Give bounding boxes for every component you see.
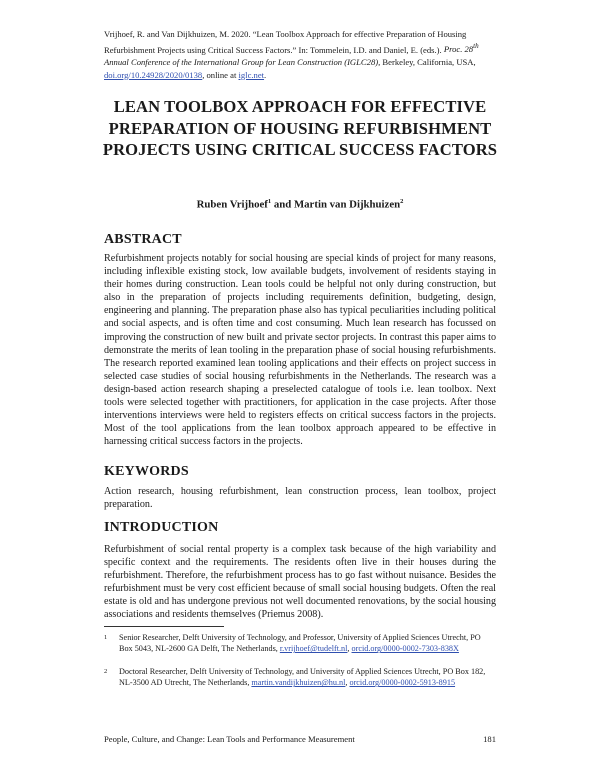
paper-title: LEAN TOOLBOX APPROACH FOR EFFECTIVE PREPARATION OF HOUSING REFURBISHMENT PROJECTS USING CRITICAL SUCCESS FACTORS (102, 97, 498, 159)
introduction-heading: INTRODUCTION (104, 520, 219, 535)
abstract-text: Refurbishment projects notably for social housing are special kinds of project for many reasons, including inflexible existing stock, low available budgets, involvement of residents staying in their homes during construction. Lean tools could be helpful not only during construction, but also in the preparation of projects including requirements definition, budgeting, design, engineering and planning. The preparation phase also has typical peculiarities including political and social aspects, and is often time and cost consuming. Much lean research has focussed on improving the construction of new built and private sector projects. In contrast this paper aims to demonstrate the merits of lean tooling in the preparation phase of social housing refurbishments. The research reported examined lean tooling applications and their effects on project success in selected case studies of social housing refurbishments in the Netherlands. The research was a design-based action research shaping a preselected catalogue of tools i.e. lean toolbox. Next tools were selected together with practitioners, for application in the case projects. After those interventions interviews were held to registers effects on critical success factors in the projects. Most of the tool applications from the lean toolbox approach appeared to be effective in harnessing critical success factors in the projects. (104, 253, 496, 448)
page-number: 181 (483, 734, 496, 744)
footnote-1: 1 Senior Researcher, Delft University of Technology, and Professor, University of Applied Sciences Utrecht, PO Box 5043, NL-2600 GA Delft, The Netherlands, r.vrijhoef@tudelft.nl, orcid.org/0000-0002-7303-838X (104, 633, 481, 654)
footnote-number: 2 (104, 668, 108, 675)
footnote-number: 1 (104, 634, 108, 641)
orcid-link[interactable]: orcid.org/0000-0002-5913-8915 (349, 678, 456, 688)
footer-text: People, Culture, and Change: Lean Tools and Performance Measurement (104, 734, 355, 744)
author-name: Martin van Dijkhuizen (293, 198, 401, 211)
email-link[interactable]: r.vrijhoef@tudelft.nl (279, 644, 348, 654)
iglc-link[interactable]: iglc.net (238, 69, 265, 80)
footnote-2: 2 Doctoral Researcher, Delft University of Technology, and University of Applied Sciences Utrecht, PO Box 182, NL-3500 AD Utrecht, The Netherlands, martin.vandijkhuizen@hu.nl, orcid.org/0000-0002-5913-8915 (104, 667, 486, 688)
introduction-text: Refurbishment of social rental property is a complex task because of the high variability and specific context and the requirements. The residents often live in their houses during the refurbishment. Therefore, the refurbishment process has to go fast without nuisance. Besides the refurbishment must be very cost efficient because of small social housing budgets. Often the real estate is old and has undergone previous not well documented renovations, by the social housing associations and residents themselves (Priemus 2008). (104, 544, 496, 621)
keywords-heading: KEYWORDS (104, 464, 189, 479)
orcid-link[interactable]: orcid.org/0000-0002-7303-838X (351, 644, 459, 654)
keywords-text: Action research, housing refurbishment, lean construction process, lean toolbox, project preparation. (104, 486, 496, 511)
author-line: Ruben Vrijhoef$^1$ and Martin van Dijkhuizen$^2$ (196, 198, 404, 211)
citation-header: Vrijhoef, R. and Van Dijkhuizen, M. 2020. “Lean Toolbox Approach for effective Preparation of Housing Refurbishment Projects using Critical Success Factors.” In: Tommelein, I.D. and Daniel, E. (eds.). Proc. 28th Annual Conference of the International Group for Lean Construction (IGLC28), Berkeley, California, USA, doi.org/10.24928/2020/0138, online at iglc.net. (104, 29, 479, 80)
page-footer (104, 734, 496, 744)
doi-link[interactable]: doi.org/10.24928/2020/0138 (104, 69, 203, 80)
email-link[interactable]: martin.vandijkhuizen@hu.nl (251, 678, 346, 688)
abstract-heading: ABSTRACT (104, 232, 182, 247)
footnote-divider (104, 626, 224, 627)
proceedings-name: Proc. 28th Annual Conference of the International Group for Lean Construction (IGLC28), (104, 42, 479, 68)
author-name: Ruben Vrijhoef (196, 198, 268, 211)
